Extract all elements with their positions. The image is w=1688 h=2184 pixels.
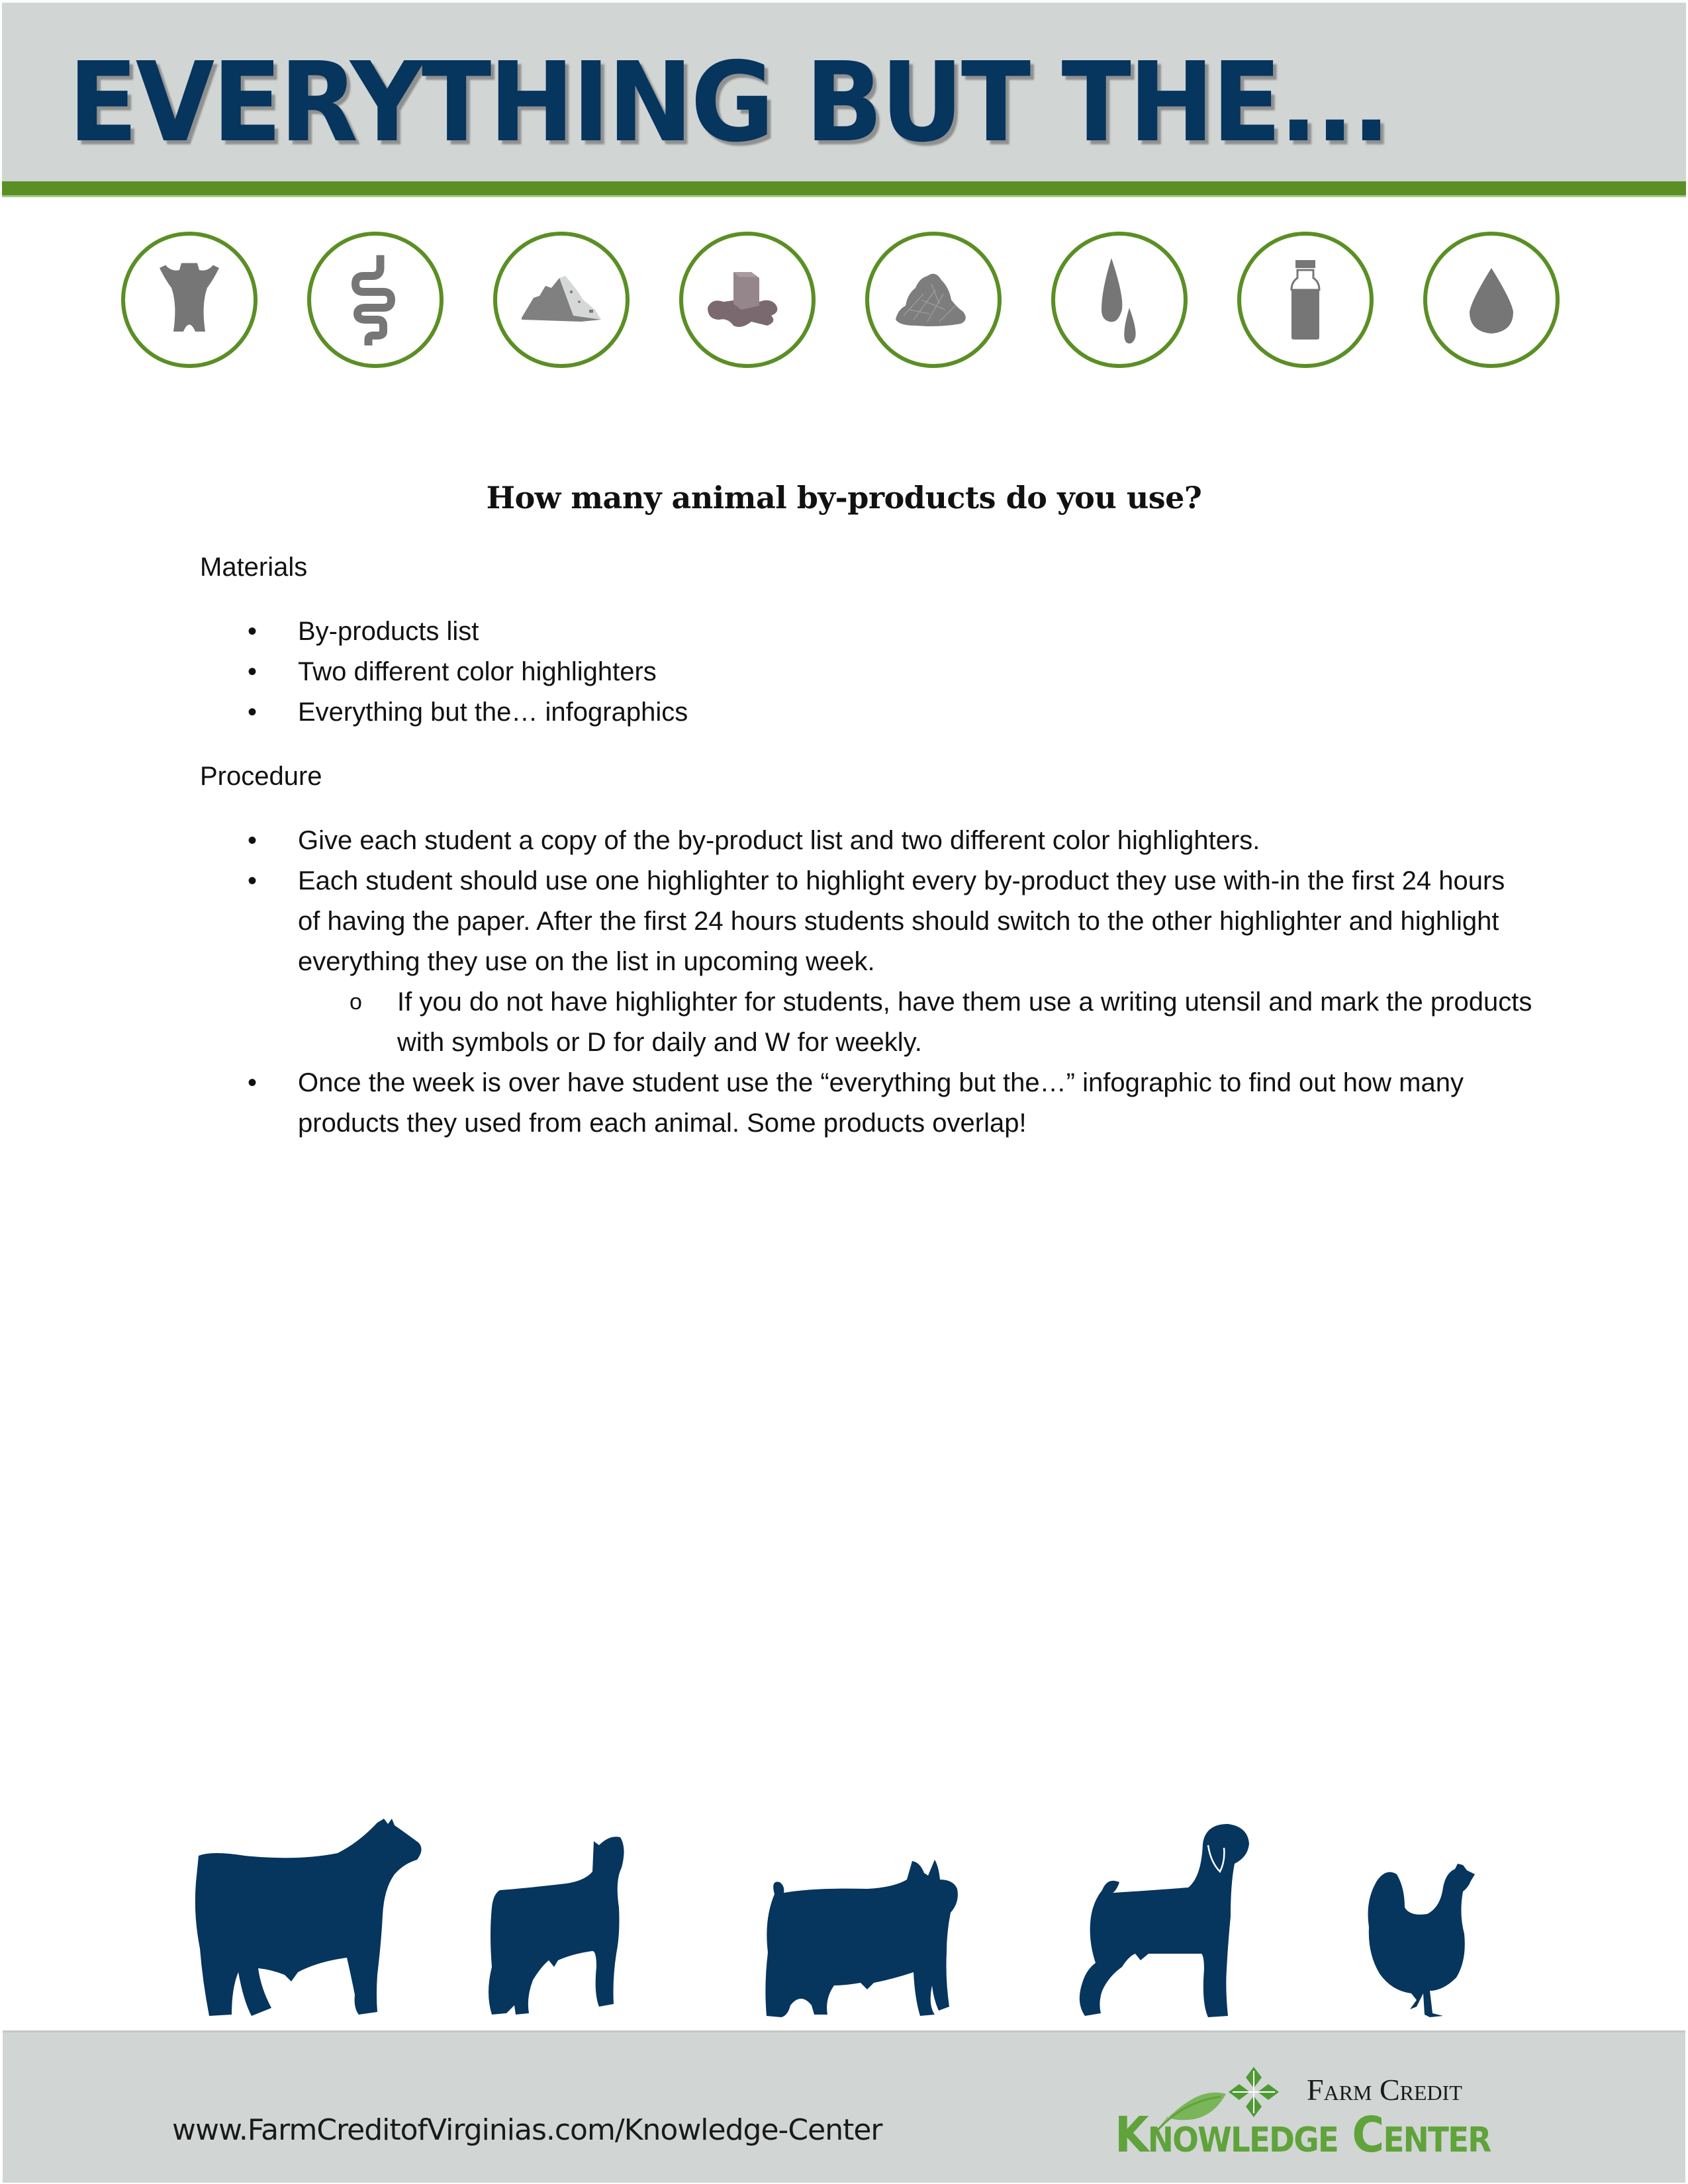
list-item: • Once the week is over have student use the “everything but the…” infographic to find out how many products they used from each animal. Some products overlap!: [0, 1063, 1688, 1144]
animal-silhouettes: [0, 1807, 1688, 2019]
bullet: •: [248, 698, 258, 727]
logo-knowledge-center-text: Knowledge Center: [1115, 2107, 1491, 2163]
list-item: • Give each student a copy of the by-product list and two different color highlighters.: [0, 821, 1688, 861]
bullet: •: [248, 1068, 258, 1097]
bone-meal-icon: [493, 232, 630, 368]
document-heading: How many animal by-products do you use?: [486, 480, 1202, 516]
list-item: • Two different color highlighters: [0, 652, 1688, 692]
footer-band: [3, 2030, 1685, 2183]
list-item: • Everything but the… infographics: [0, 692, 1688, 733]
hide-icon: [121, 232, 258, 368]
byproduct-icon-row: [0, 232, 1688, 368]
drops-icon: [1051, 232, 1188, 368]
list-item: • Each student should use one highlighter to highlight every by-product they use with-in the first 24 hours of having the paper. After the first 24 hours students should switch to the other highlighter and highlight everything they use on the list in upcoming week.: [0, 861, 1688, 982]
bullet: •: [248, 826, 258, 855]
sub-bullet: o: [350, 989, 362, 1015]
bullet: •: [248, 657, 258, 686]
bottle-icon: [1237, 232, 1374, 368]
cow-silhouette: [185, 1816, 430, 2019]
bullet: •: [248, 866, 258, 895]
sheep-silhouette: [480, 1835, 679, 2019]
gelatin-block-icon: [679, 232, 816, 368]
procedure-list: [0, 821, 1688, 1144]
header-accent-bar: [2, 181, 1686, 197]
footer-website-link[interactable]: www.FarmCreditofVirginias.com/Knowledge-Center: [172, 2113, 882, 2147]
materials-list: [0, 612, 1688, 733]
farm-credit-knowledge-center-logo: [1102, 2059, 1631, 2171]
chicken-silhouette: [1364, 1861, 1489, 2019]
materials-label: Materials: [200, 553, 308, 582]
pig-silhouette: [761, 1853, 986, 2019]
intestine-icon: [307, 232, 444, 368]
fiber-wool-icon: [865, 232, 1002, 368]
sub-list-item: o If you do not have highlighter for students, have them use a writing utensil and mark the products with symbols or D for daily and W for weekly.: [0, 982, 1688, 1063]
header-banner: [2, 3, 1686, 181]
procedure-label: Procedure: [200, 762, 322, 791]
logo-farm-credit-text: Farm Credit: [1307, 2073, 1462, 2107]
drop-icon: [1423, 232, 1560, 368]
page-title: EVERYTHING BUT THE...: [68, 39, 1389, 167]
list-item: • By-products list: [0, 612, 1688, 652]
bullet: •: [248, 617, 258, 646]
goat-silhouette: [1069, 1824, 1261, 2019]
